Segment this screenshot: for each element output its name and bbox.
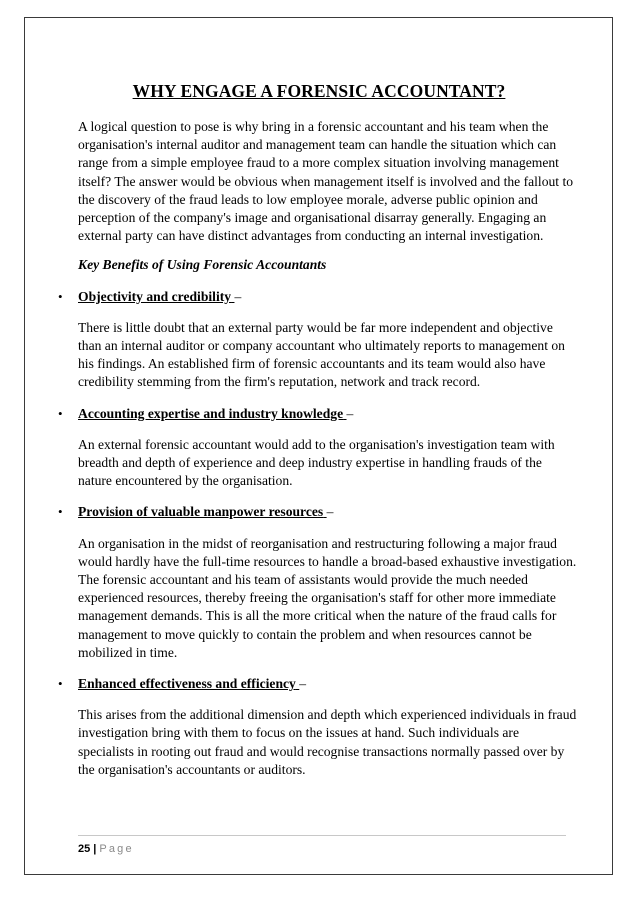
benefit-heading (78, 503, 578, 521)
bullet-icon: • (58, 504, 63, 520)
benefit-heading (78, 675, 578, 693)
benefit-heading-text: Provision of valuable manpower resources (78, 504, 324, 520)
bullet-icon: • (58, 676, 63, 692)
benefit-body: There is little doubt that an external party would be far more independent and objective than an internal auditor or company accountant who ultimately reports to management on his findings. An established firm of forensic accountants and its team would also have credibility stemming from the firm's reputation, network and track record. (78, 319, 565, 390)
section-subheading: Key Benefits of Using Forensic Accountants (78, 257, 327, 273)
benefit-heading (78, 405, 578, 423)
benefit-item (58, 675, 578, 779)
page-number: 25 (78, 843, 91, 855)
benefit-item (58, 503, 578, 662)
dash: – (299, 676, 307, 692)
dash: – (346, 405, 354, 421)
dash: – (234, 288, 242, 304)
benefit-item (58, 405, 578, 491)
benefit-body: This arises from the additional dimension and depth which experienced individuals in fraud investigation bring with them to focus on the issues at hand. Such individuals are specialists in rooting out fraud and would recognise transactions normally passed over by the organisation's accountants or auditors. (78, 707, 577, 777)
footer-divider (78, 835, 566, 836)
page-footer (78, 843, 134, 855)
dash: – (326, 504, 334, 520)
benefit-heading (78, 288, 578, 306)
benefit-heading-text: Objectivity and credibility (78, 288, 232, 304)
benefit-heading-text: Accounting expertise and industry knowledge (78, 405, 344, 421)
bullet-icon: • (58, 405, 63, 421)
bullet-icon: • (58, 288, 63, 304)
benefit-body: An organisation in the midst of reorganisation and restructuring following a major fraud would hardly have the full-time resources to handle a broad-based exhaustive investigation. The forensic accountant and his team of assistants would provide the much needed experienced resources, thereby freeing the organisation's staff for other more immediate management demands. This is all the more critical when the nature of the fraud calls for management to move quickly to contain the problem and when resources cannot be mobilized in time. (78, 535, 577, 660)
page-label: Page (99, 843, 134, 855)
benefit-heading-text: Enhanced effectiveness and efficiency (78, 676, 296, 692)
document-body (58, 118, 578, 779)
page-title: WHY ENGAGE A FORENSIC ACCOUNTANT? (132, 81, 506, 101)
intro-paragraph: A logical question to pose is why bring in a forensic accountant and his team when the organisation's internal auditor and management team can handle the situation which can range from a simple employee fraud to a more complex situation involving management itself? The answer would be obvious when management itself is involved and the fallout to the discovery of the fraud leads to low employee morale, adverse public opinion and perception of the company's image and organisational disarray generally. Engaging an external party can have distinct advantages from conducting an internal investigation. (78, 119, 574, 244)
footer-separator: | (93, 843, 97, 855)
benefit-item (58, 288, 578, 392)
benefit-body: An external forensic accountant would add to the organisation's investigation team with breadth and depth of experience and deep industry expertise in handling frauds of the nature encountered by the organisation. (78, 436, 555, 489)
